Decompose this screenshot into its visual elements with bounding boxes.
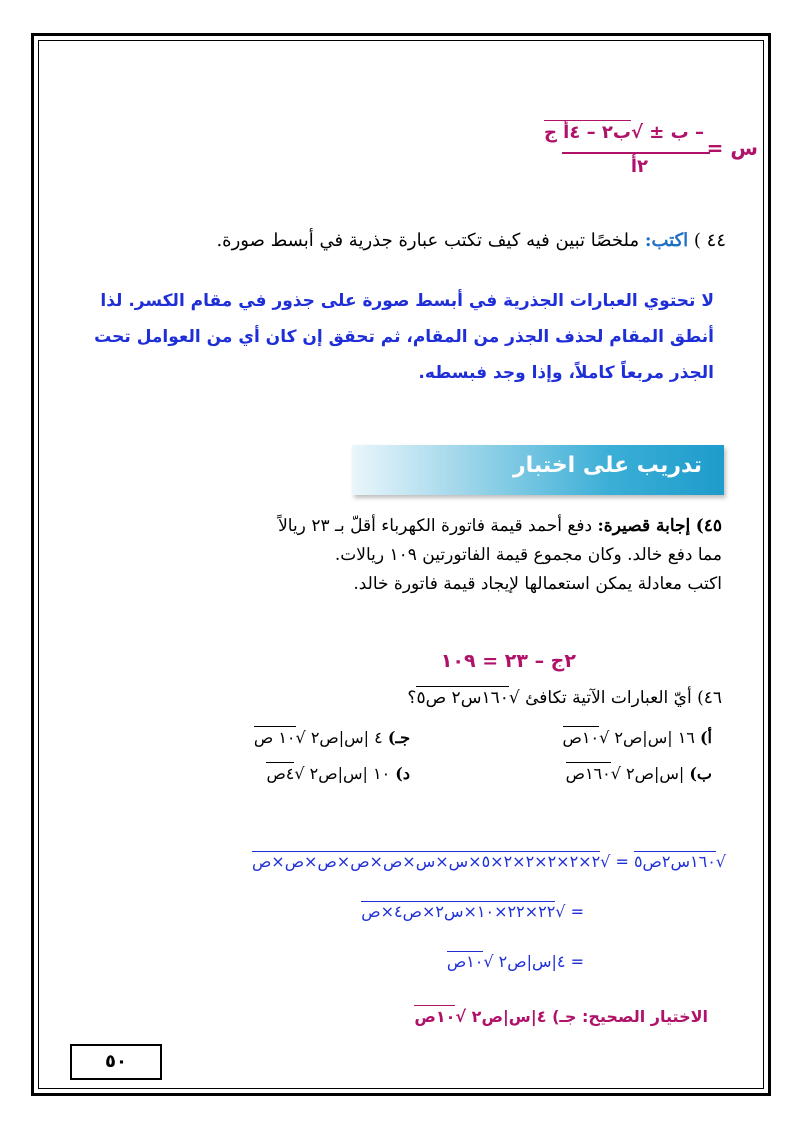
radical-sign: √: [295, 728, 306, 747]
radical-sign: √: [508, 688, 520, 708]
question-45: [102, 512, 722, 599]
option-a-coef: ١٦ |س|ص٢: [614, 728, 695, 747]
page-number: ٥٠: [70, 1044, 162, 1080]
q46-stem-radicand: ١٦٠س٢ ص٥: [416, 688, 509, 708]
banner-title: تدريب على اختبار: [512, 453, 702, 478]
question-46: ٤٦) أيّ العبارات الآتية تكافئ √١٦٠س٢ ص٥؟: [407, 688, 722, 708]
q45-answer: ٢ج – ٢٣ = ١٠٩: [440, 650, 576, 672]
q45-label: إجابة قصيرة:: [597, 516, 691, 536]
final-label: الاختيار الصحيح: جـ): [552, 1007, 708, 1026]
formula-lhs: س =: [706, 136, 758, 160]
option-c: [254, 728, 410, 747]
q46-stem: ٤٦) أيّ العبارات الآتية تكافئ: [525, 688, 722, 708]
step-2-rhs: ٢٢×٢٢×١٠×س٢×ص٤×ص: [361, 902, 556, 921]
option-d-radicand: ٤ص: [266, 764, 295, 783]
q44-answer-line: لا تحتوي العبارات الجذرية في أبسط صورة على جذور في مقام الكسر. لذا: [100, 291, 714, 311]
option-c-label: جـ): [387, 728, 410, 747]
equals-sign: =: [570, 902, 584, 921]
step-3-coef: ٤|س|ص٢: [498, 952, 566, 971]
q44-answer-line: الجذر مربعاً كاملاً، وإذا وجد فبسطه.: [418, 363, 714, 383]
option-a-label: أ): [699, 728, 712, 747]
formula-radicand: ب٢ – ٤أ ج: [543, 122, 631, 143]
radical-sign: √: [610, 764, 621, 783]
option-c-coef: ٤ |س|ص٢: [310, 728, 383, 747]
quadratic-formula: [518, 118, 758, 188]
q44-answer-line: أنطق المقام لحذف الجذر من المقام، ثم تحقق إن كان أي من العوامل تحت: [94, 327, 714, 347]
final-answer: [414, 1007, 708, 1026]
radical-sign: √: [483, 952, 494, 971]
option-d-label: د): [395, 764, 410, 783]
radical-sign: √: [599, 728, 610, 747]
formula-numerator: [544, 122, 704, 143]
final-coef: ٤|س|ص٢: [471, 1007, 547, 1026]
q44-answer: [74, 283, 714, 391]
radical-sign: √: [600, 852, 611, 871]
formula-numerator-left: – ب ±: [649, 122, 704, 143]
option-a-radicand: ١٠ص: [562, 728, 600, 747]
radical-sign: √: [555, 902, 566, 921]
fraction-bar: [562, 152, 710, 154]
q45-line: دفع أحمد قيمة فاتورة الكهرباء أقلّ بـ ٢٣ ريالاً: [278, 516, 593, 536]
radical-sign: √: [455, 1007, 467, 1026]
q44-label: اكتب:: [644, 230, 689, 251]
option-b: [566, 764, 712, 783]
option-c-radicand: ١٠ ص: [253, 728, 296, 747]
section-banner: [352, 445, 724, 495]
q45-line: اكتب معادلة يمكن استعمالها لإيجاد قيمة فاتورة خالد.: [353, 574, 722, 594]
equals-sign: =: [570, 952, 584, 971]
radical-sign: √: [294, 764, 305, 783]
radical-sign: √: [715, 852, 726, 871]
step-3-radicand: ١٠ص: [446, 952, 484, 971]
radical-sign: √: [631, 122, 644, 143]
solution-step-2: [361, 902, 584, 921]
equals-sign: =: [615, 852, 629, 871]
step-1-lhs: ١٦٠س٢ص٥: [633, 852, 716, 871]
q45-line: مما دفع خالد. وكان مجموع قيمة الفاتورتين ١٠٩ ريالات.: [334, 545, 722, 565]
final-radicand: ١٠ص: [414, 1007, 456, 1026]
formula-denominator: ٢أ: [630, 156, 648, 177]
option-d: [266, 764, 410, 783]
q45-number: ٤٥): [695, 516, 722, 536]
option-b-coef: |س|ص٢: [626, 764, 685, 783]
solution-step-1: [252, 852, 726, 871]
option-b-radicand: ١٦٠ص: [565, 764, 611, 783]
question-44: [216, 230, 726, 251]
solution-step-3: [447, 952, 584, 971]
option-a: [563, 728, 712, 747]
option-b-label: ب): [689, 764, 712, 783]
step-1-rhs: ٢×٢×٢×٢×٢×٥×س×س×ص×ص×ص×ص×ص: [251, 852, 601, 871]
q44-text: ملخصًا تبين فيه كيف تكتب عبارة جذرية في أبسط صورة.: [216, 230, 640, 251]
option-d-coef: ١٠ |س|ص٢: [309, 764, 391, 783]
q44-number: ٤٤ ): [693, 230, 726, 251]
